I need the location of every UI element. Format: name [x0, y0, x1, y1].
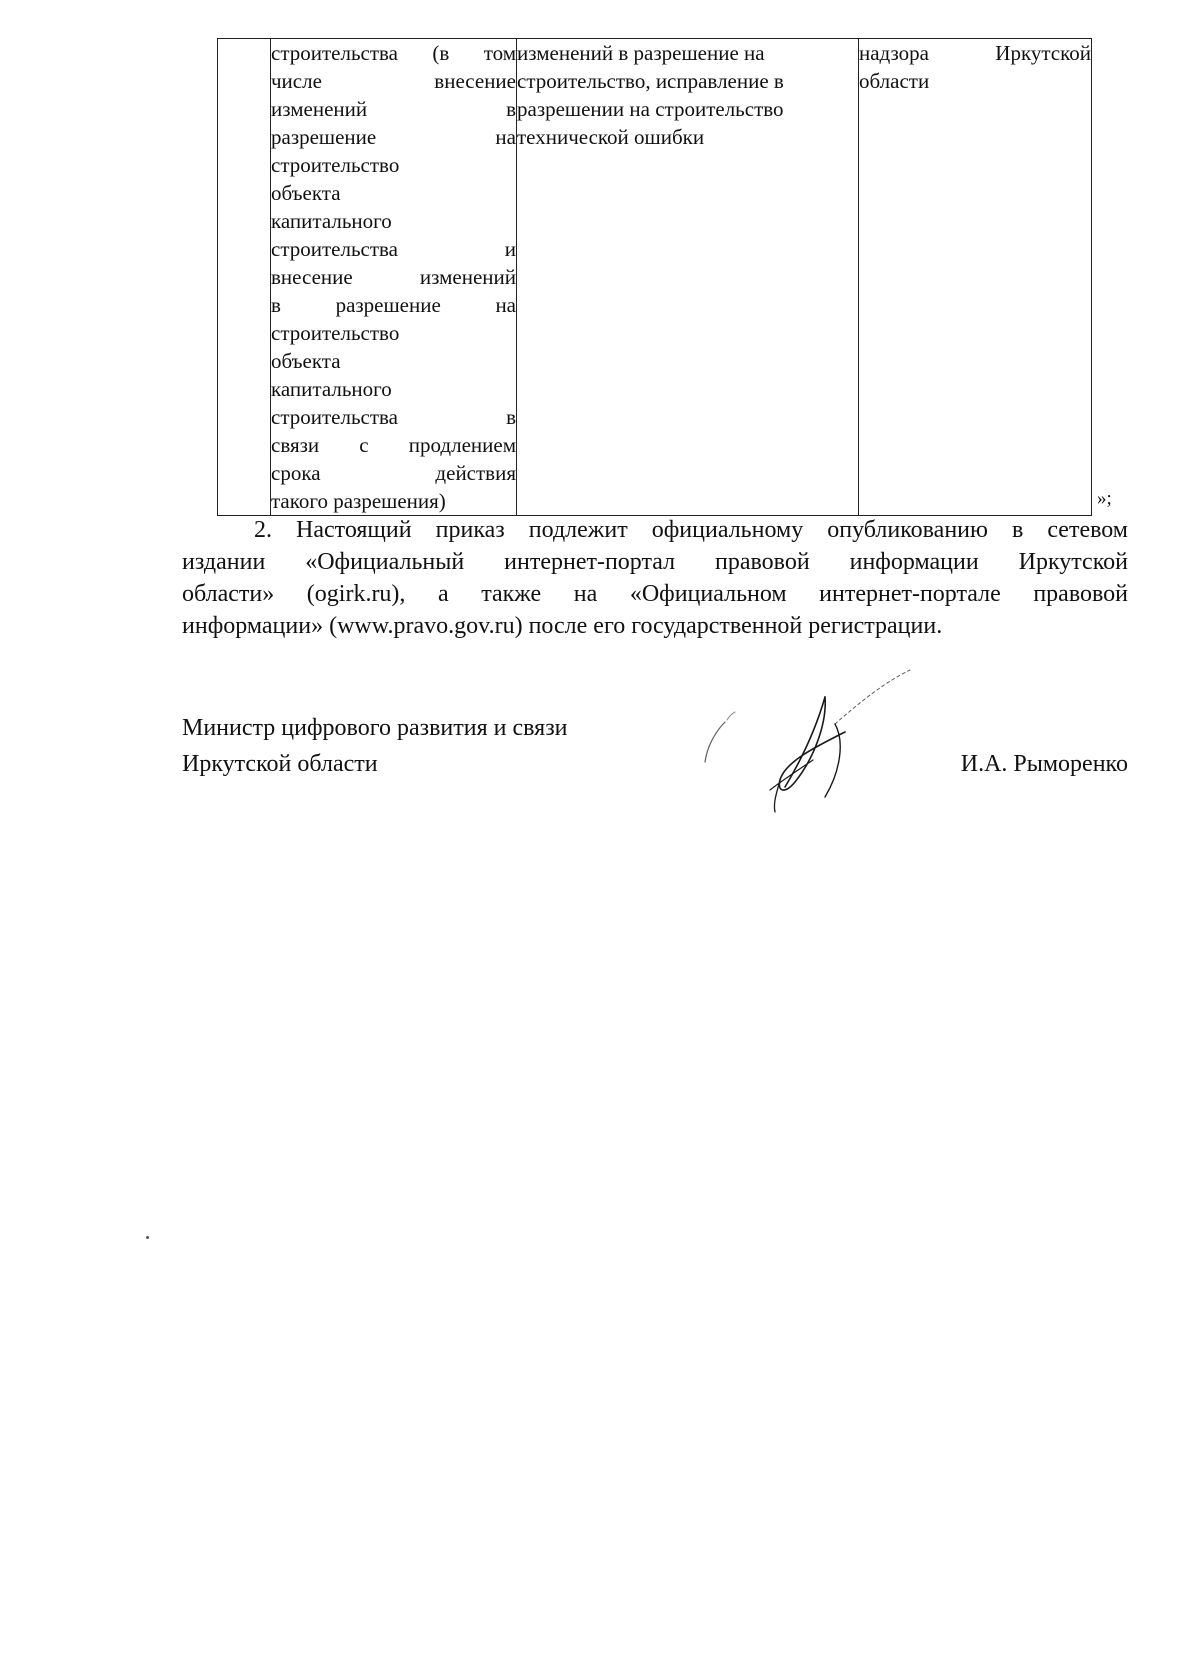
- service-description-line: изменений в разрешение на: [517, 41, 765, 65]
- signer-name: И.А. Рыморенко: [960, 751, 1128, 777]
- service-description-line: разрешении на строительство: [517, 97, 784, 121]
- service-name-line: такого разрешения): [271, 489, 446, 513]
- service-name-cell: [271, 39, 517, 516]
- service-description-line: строительство, исправление в: [517, 69, 784, 93]
- handwritten-signature: [685, 662, 945, 822]
- service-name-line: разрешение на: [271, 125, 516, 149]
- service-name-line: внесение изменений: [271, 265, 516, 289]
- service-description-line: технической ошибки: [517, 125, 705, 149]
- service-name-line: числе внесение: [271, 69, 516, 93]
- scan-speck: [146, 1236, 149, 1239]
- signer-position: [182, 710, 568, 782]
- service-name-line: объекта: [271, 349, 341, 373]
- responsible-organization-cell: [859, 39, 1092, 516]
- paragraph-line: информации» (www.pravo.gov.ru) после его государственной регистрации.: [182, 613, 943, 639]
- signer-position-line: Иркутской области: [182, 751, 378, 777]
- paragraph-line: 2. Настоящий приказ подлежит официальному опубликованию в сетевом: [254, 517, 1128, 543]
- service-name-line: капитального: [271, 377, 392, 401]
- organization-line: области: [859, 69, 930, 93]
- organization-line: надзора Иркутской: [859, 41, 1091, 65]
- service-name-line: строительства и: [271, 237, 516, 261]
- services-table: [217, 38, 1092, 516]
- service-name-line: строительство: [271, 153, 400, 177]
- paragraph-line: издании «Официальный интернет-портал правовой информации Иркутской: [182, 549, 1128, 575]
- row-number-cell: [218, 39, 271, 516]
- publication-paragraph: [182, 514, 1128, 642]
- table-row: [218, 39, 1092, 516]
- service-name-line: строительство: [271, 321, 400, 345]
- service-name-line: связи с продлением: [271, 433, 516, 457]
- closing-quote-mark: »;: [1097, 488, 1112, 509]
- service-name-line: капитального: [271, 209, 392, 233]
- service-name-line: в разрешение на: [271, 293, 516, 317]
- service-name-line: изменений в: [271, 97, 516, 121]
- service-name-line: строительства (в том: [271, 41, 516, 65]
- service-name-line: объекта: [271, 181, 341, 205]
- service-name-line: срока действия: [271, 461, 516, 485]
- service-name-line: строительства в: [271, 405, 516, 429]
- service-description-cell: [517, 39, 859, 516]
- signer-position-line: Министр цифрового развития и связи: [182, 715, 568, 741]
- paragraph-line: области» (ogirk.ru), а также на «Официальном интернет-портале правовой: [182, 581, 1128, 607]
